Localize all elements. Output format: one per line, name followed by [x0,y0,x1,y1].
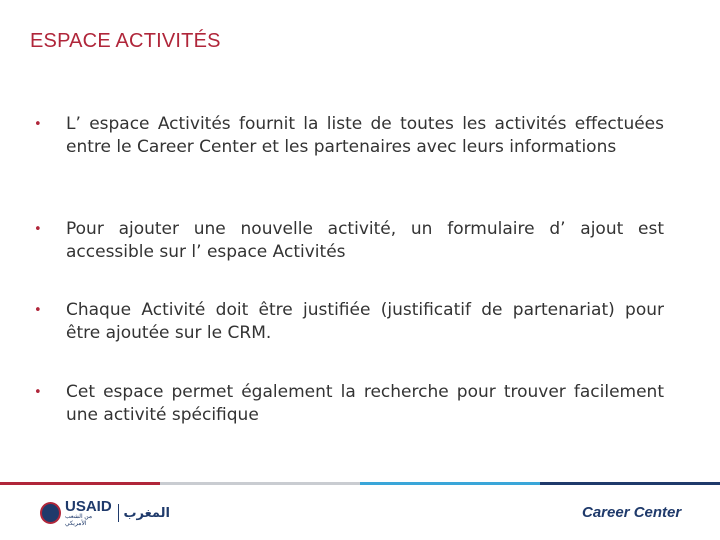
bullet-marker: • [34,222,42,237]
footer-divider-red [0,482,160,485]
logo-separator [118,504,119,522]
footer-divider-navy [540,482,720,485]
bullet-marker: • [34,303,42,318]
bullet-marker: • [34,117,42,132]
slide-title: ESPACE ACTIVITÉS [30,30,221,52]
usaid-wordmark [65,499,113,528]
career-center-logo: Career Center [582,504,682,521]
footer-divider [0,482,720,485]
usaid-text: USAID [64,497,112,515]
bullet-text: Cet espace permet également la recherche pour trouver facilement une activité spécifique [66,382,664,425]
bullet-text: Pour ajouter une nouvelle activité, un formulaire d’ ajout est accessible sur l’ espace Activités [66,219,664,262]
usaid-subtext: من الشعب الأمريكي [64,513,93,527]
footer-divider-gray [160,482,360,485]
bullet-item [34,218,664,264]
bullet-item [34,381,664,427]
footer-divider-blue [360,482,540,485]
bullet-text: L’ espace Activités fournit la liste de toutes les activités effectuées entre le Career Center et les partenaires avec leurs informations [66,114,664,157]
morocco-arabic-text: المغرب [123,505,170,521]
bullet-marker: • [34,385,42,400]
bullet-text: Chaque Activité doit être justifiée (justificatif de partenariat) pour être ajoutée sur le CRM. [66,300,664,343]
bullet-item [34,299,664,345]
usaid-morocco-logo [40,498,170,528]
usaid-seal-icon [40,502,61,524]
bullet-item [34,113,664,159]
